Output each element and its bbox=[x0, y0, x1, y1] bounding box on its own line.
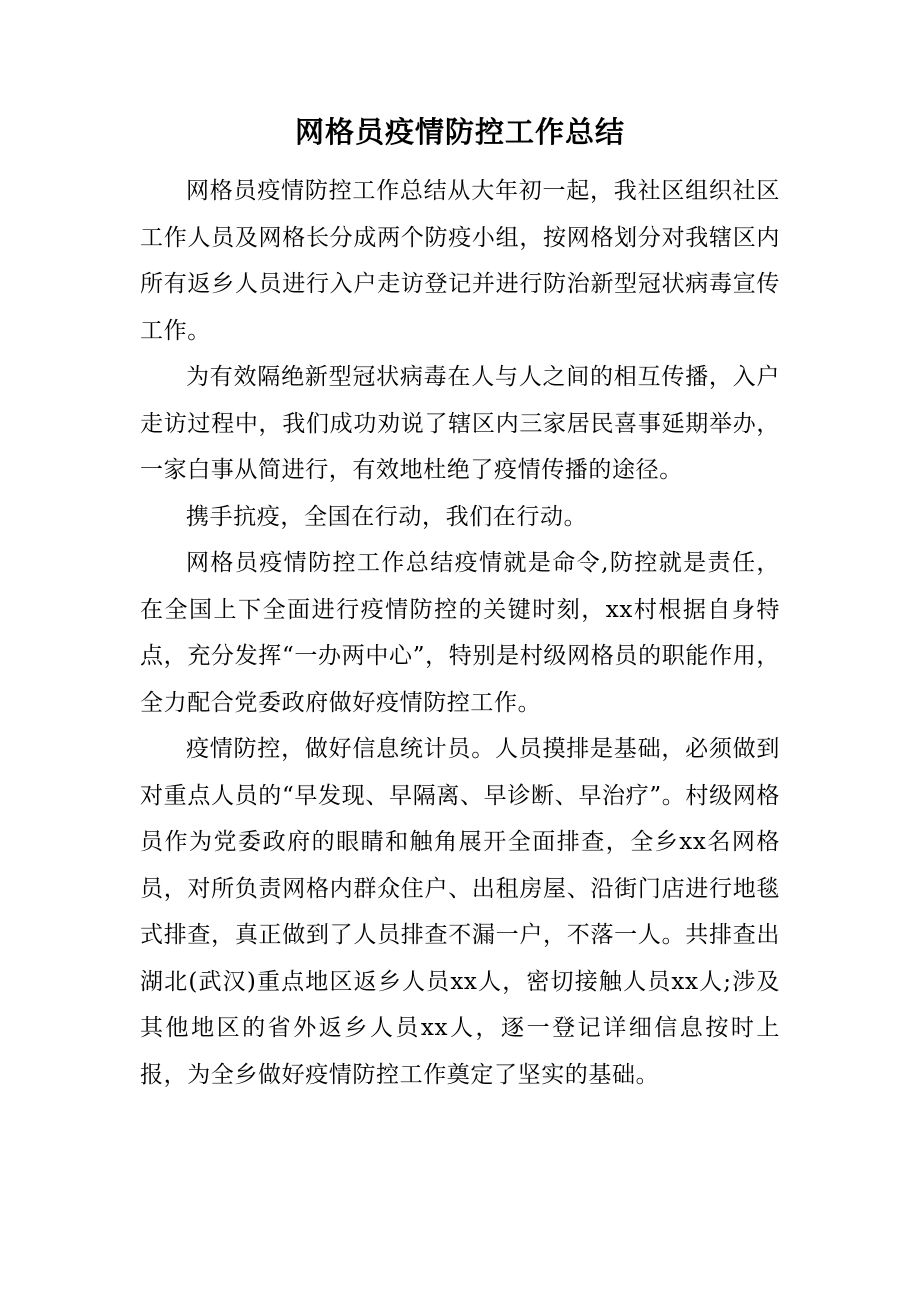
paragraph: 为有效隔绝新型冠状病毒在人与人之间的相互传播，入户走访过程中，我们成功劝说了辖区内三家居民喜事延期举办，一家白事从简进行，有效地杜绝了疫情传播的途径。 bbox=[140, 364, 780, 483]
paragraph: 疫情防控，做好信息统计员。人员摸排是基础，必须做到对重点人员的“早发现、早隔离、早诊断、早治疗”。村级网格员作为党委政府的眼睛和触角展开全面排查，全乡xx名网格员，对所负责网格内群众住户、出租房屋、沿街门店进行地毯式排查，真正做到了人员排查不漏一户，不落一人。共排查出湖北(武汉)重点地区返乡人员xx人，密切接触人员xx人;涉及其他地区的省外返乡人员xx人，逐一登记详细信息按时上报，为全乡做好疫情防控工作奠定了坚实的基础。 bbox=[140, 736, 780, 1088]
paragraph: 网格员疫情防控工作总结疫情就是命令,防控就是责任，在全国上下全面进行疫情防控的关键时刻，xx村根据自身特点，充分发挥“一办两中心”，特别是村级网格员的职能作用，全力配合党委政府做好疫情防控工作。 bbox=[140, 550, 780, 716]
document-title: 网格员疫情防控工作总结 bbox=[294, 115, 625, 149]
document-body bbox=[140, 168, 780, 1098]
paragraph: 携手抗疫，全国在行动，我们在行动。 bbox=[186, 503, 588, 530]
paragraph: 网格员疫情防控工作总结从大年初一起，我社区组织社区工作人员及网格长分成两个防疫小组，按网格划分对我辖区内所有返乡人员进行入户走访登记并进行防治新型冠状病毒宣传工作。 bbox=[140, 178, 780, 344]
